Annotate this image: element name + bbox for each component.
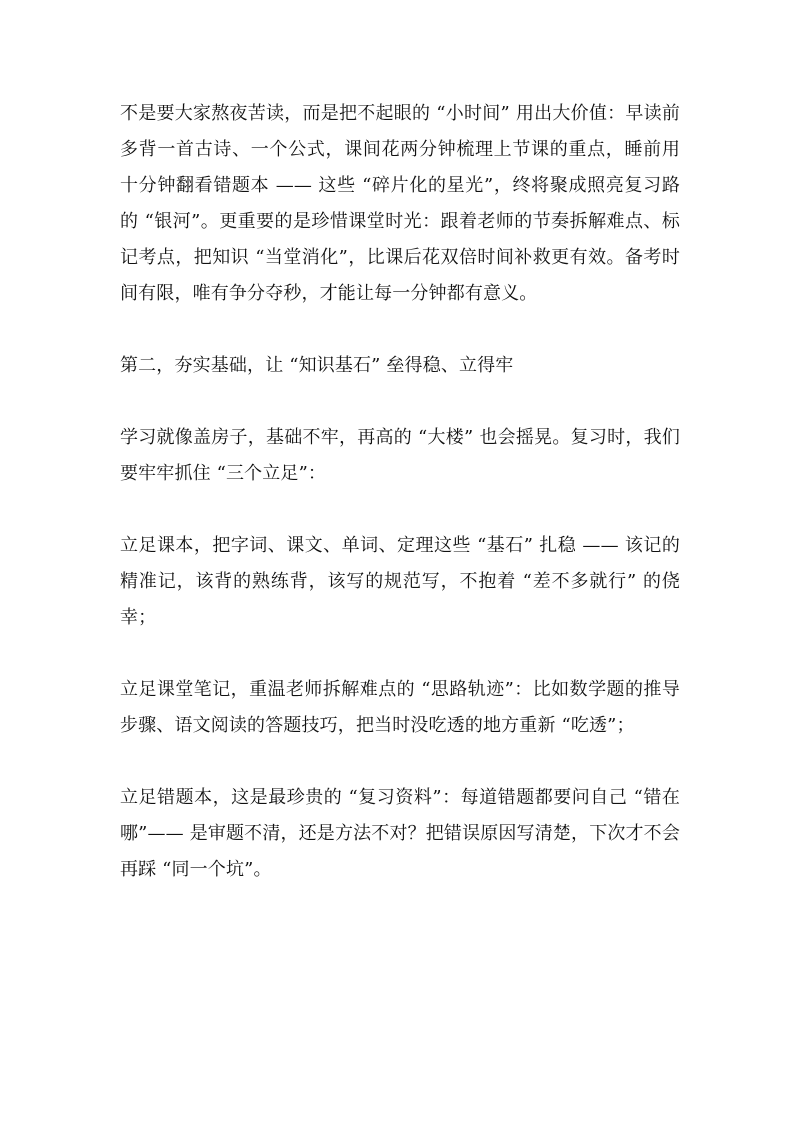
paragraph-textbook-focus: 立足课本，把字词、课文、单词、定理这些 “基石” 扎稳 —— 该记的精准记，该背的熟练背，该写的规范写，不抱着 “差不多就行” 的侥幸；: [120, 535, 680, 628]
paragraph-gap: [120, 744, 680, 780]
paragraph-gap: [120, 312, 680, 348]
paragraph-foundation-intro: 学习就像盖房子，基础不牢，再高的 “大楼” 也会摇晃。复习时，我们要牢牢抓住 “三个立足”：: [120, 427, 680, 484]
paragraph-gap: [120, 636, 680, 672]
document-page: [120, 96, 680, 888]
paragraph-notes-focus: 立足课堂笔记，重温老师拆解难点的 “思路轨迹”：比如数学题的推导步骤、语文阅读的答题技巧，把当时没吃透的地方重新 “吃透”；: [120, 679, 680, 736]
section-heading-foundation: 第二，夯实基础，让 “知识基石” 垒得稳、立得牢: [120, 355, 514, 376]
paragraph-time-management: 不是要大家熬夜苦读，而是把不起眼的 “小时间” 用出大价值：早读前多背一首古诗、一个公式，课间花两分钟梳理上节课的重点，睡前用十分钟翻看错题本 —— 这些 “碎片化的星光”，终将聚成照亮复习路的 “银河”。更重要的是珍惜课堂时光：跟着老师的节奏拆解难点、标记考点，把知识 “当堂消化”，比课后花双倍时间补救更有效。备考时间有限，唯有争分夺秒，才能让每一分钟都有意义。: [120, 103, 680, 304]
paragraph-gap: [120, 384, 680, 420]
paragraph-mistakes-focus: 立足错题本，这是最珍贵的 “复习资料”：每道错题都要问自己 “错在哪”—— 是审题不清，还是方法不对？把错误原因写清楚，下次才不会再踩 “同一个坑”。: [120, 787, 680, 880]
paragraph-gap: [120, 492, 680, 528]
